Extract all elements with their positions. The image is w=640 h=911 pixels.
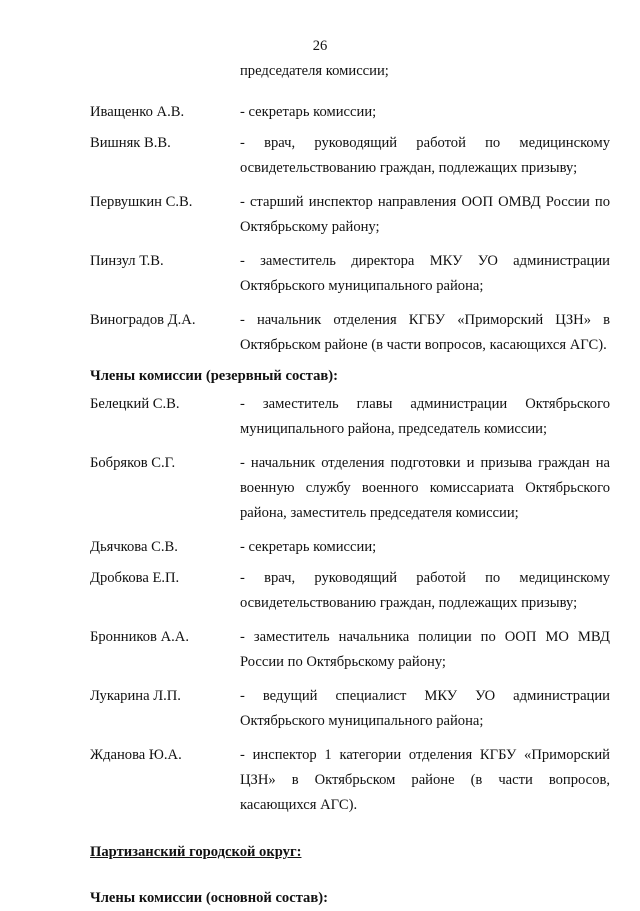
member-name: Виноградов Д.А.: [90, 312, 196, 328]
member-name: Дробкова Е.П.: [90, 570, 180, 586]
member-entry: [90, 190, 610, 240]
document-body: [90, 100, 610, 911]
member-entry: [90, 625, 610, 675]
member-name: Белецкий С.В.: [90, 396, 180, 412]
member-role: - заместитель директора МКУ УО администрации Октябрьского муниципального района;: [240, 253, 610, 294]
member-name: Первушкин С.В.: [90, 194, 193, 210]
member-entry: [90, 535, 610, 560]
page-number: 26: [312, 38, 328, 54]
member-role: - секретарь комиссии;: [240, 539, 377, 555]
member-name: Вишняк В.В.: [90, 135, 171, 151]
member-role: - ведущий специалист МКУ УО администрации Октябрьского муниципального района;: [240, 688, 610, 729]
member-role: - врач, руководящий работой по медицинскому освидетельствованию граждан, подлежащих призыву;: [240, 570, 610, 611]
member-name: Иващенко А.В.: [90, 104, 185, 120]
reserve-heading: Члены комиссии (резервный состав):: [90, 368, 338, 384]
member-role: - начальник отделения подготовки и призыва граждан на военную службу военного комиссариата Октябрьского района, заместитель председателя комиссии;: [240, 455, 610, 521]
member-name: Пинзул Т.В.: [90, 253, 164, 269]
main-composition-heading: Члены комиссии (основной состав):: [90, 890, 328, 906]
member-entry: [90, 392, 610, 442]
member-role: - врач, руководящий работой по медицинскому освидетельствованию граждан, подлежащих призыву;: [240, 135, 610, 176]
member-name: Лукарина Л.П.: [90, 688, 181, 704]
member-role: - начальник отделения КГБУ «Приморский ЦЗН» в Октябрьском районе (в части вопросов, касающихся АГС).: [240, 312, 610, 353]
member-name: Бобряков С.Г.: [90, 455, 176, 471]
member-role: - заместитель начальника полиции по ООП МО МВД России по Октябрьскому району;: [240, 629, 610, 670]
continuation-text: председателя комиссии;: [240, 63, 389, 79]
member-role: - старший инспектор направления ООП ОМВД России по Октябрьскому району;: [240, 194, 610, 235]
member-entry: [90, 131, 610, 181]
district-heading: Партизанский городской округ:: [90, 844, 302, 860]
member-name: Жданова Ю.А.: [90, 747, 182, 763]
member-name: Бронников А.А.: [90, 629, 189, 645]
member-entry: [90, 100, 610, 125]
member-entry: [90, 566, 610, 616]
member-role: - заместитель главы администрации Октябрьского муниципального района, председатель комиссии;: [240, 396, 610, 437]
member-entry: [90, 743, 610, 818]
member-entry: [90, 684, 610, 734]
member-entry: [90, 249, 610, 299]
member-entry: [90, 308, 610, 358]
member-role: - секретарь комиссии;: [240, 104, 377, 120]
member-name: Дьячкова С.В.: [90, 539, 178, 555]
member-entry: [90, 451, 610, 526]
member-role: - инспектор 1 категории отделения КГБУ «Приморский ЦЗН» в Октябрьском районе (в части вопросов, касающихся АГС).: [240, 747, 610, 813]
